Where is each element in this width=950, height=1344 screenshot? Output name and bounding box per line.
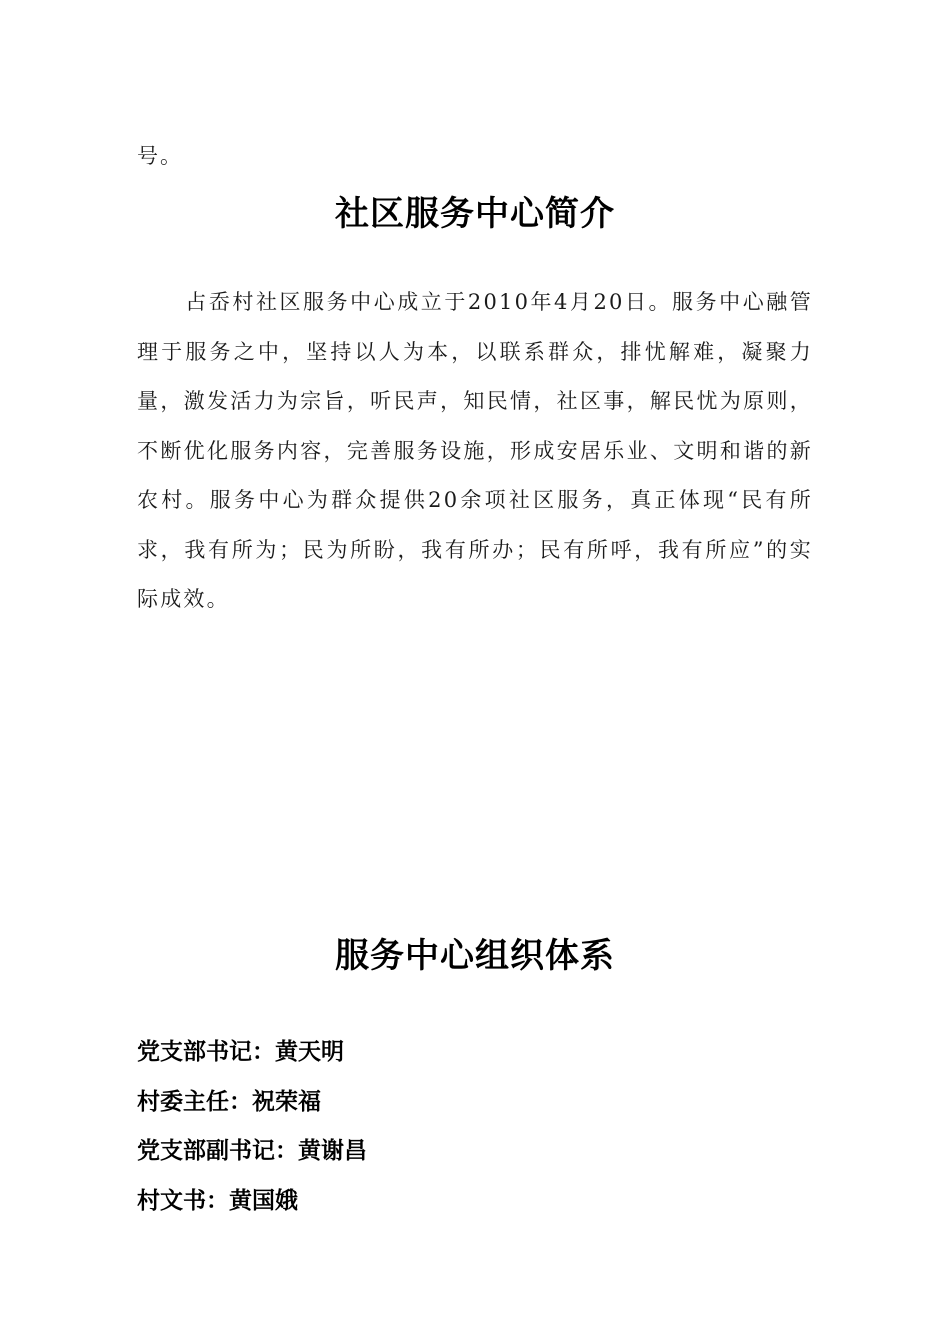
org-section-title: 服务中心组织体系 bbox=[335, 936, 615, 976]
member-role: 村委主任： bbox=[137, 1088, 252, 1115]
carry-over-text: 号。 bbox=[137, 144, 183, 168]
org-member-item bbox=[137, 1177, 367, 1227]
member-role: 党支部副书记： bbox=[137, 1138, 298, 1164]
member-name: 黄谢昌 bbox=[298, 1138, 367, 1164]
member-name: 黄国娥 bbox=[229, 1187, 298, 1214]
intro-section-title: 社区服务中心简介 bbox=[335, 194, 615, 234]
org-member-item bbox=[137, 1028, 367, 1078]
member-name: 祝荣福 bbox=[252, 1088, 321, 1115]
org-member-item bbox=[137, 1078, 367, 1128]
org-member-item bbox=[137, 1127, 367, 1177]
member-role: 村文书： bbox=[137, 1187, 229, 1214]
member-role: 党支部书记： bbox=[137, 1039, 275, 1065]
intro-paragraph: 占岙村社区服务中心成立于2010年4月20日。服务中心融管理于服务之中，坚持以人为本，以联系群众，排忧解难，凝聚力量，激发活力为宗旨，听民声，知民情，社区事，解民忧为原则，不断优化服务内容，完善服务设施，形成安居乐业、文明和谐的新农村。服务中心为群众提供20余项社区服务，真正体现“民有所求，我有所为；民为所盼，我有所办；民有所呼，我有所应”的实际成效。 bbox=[137, 290, 813, 611]
member-name: 黄天明 bbox=[275, 1039, 344, 1065]
org-member-list bbox=[137, 1028, 367, 1226]
